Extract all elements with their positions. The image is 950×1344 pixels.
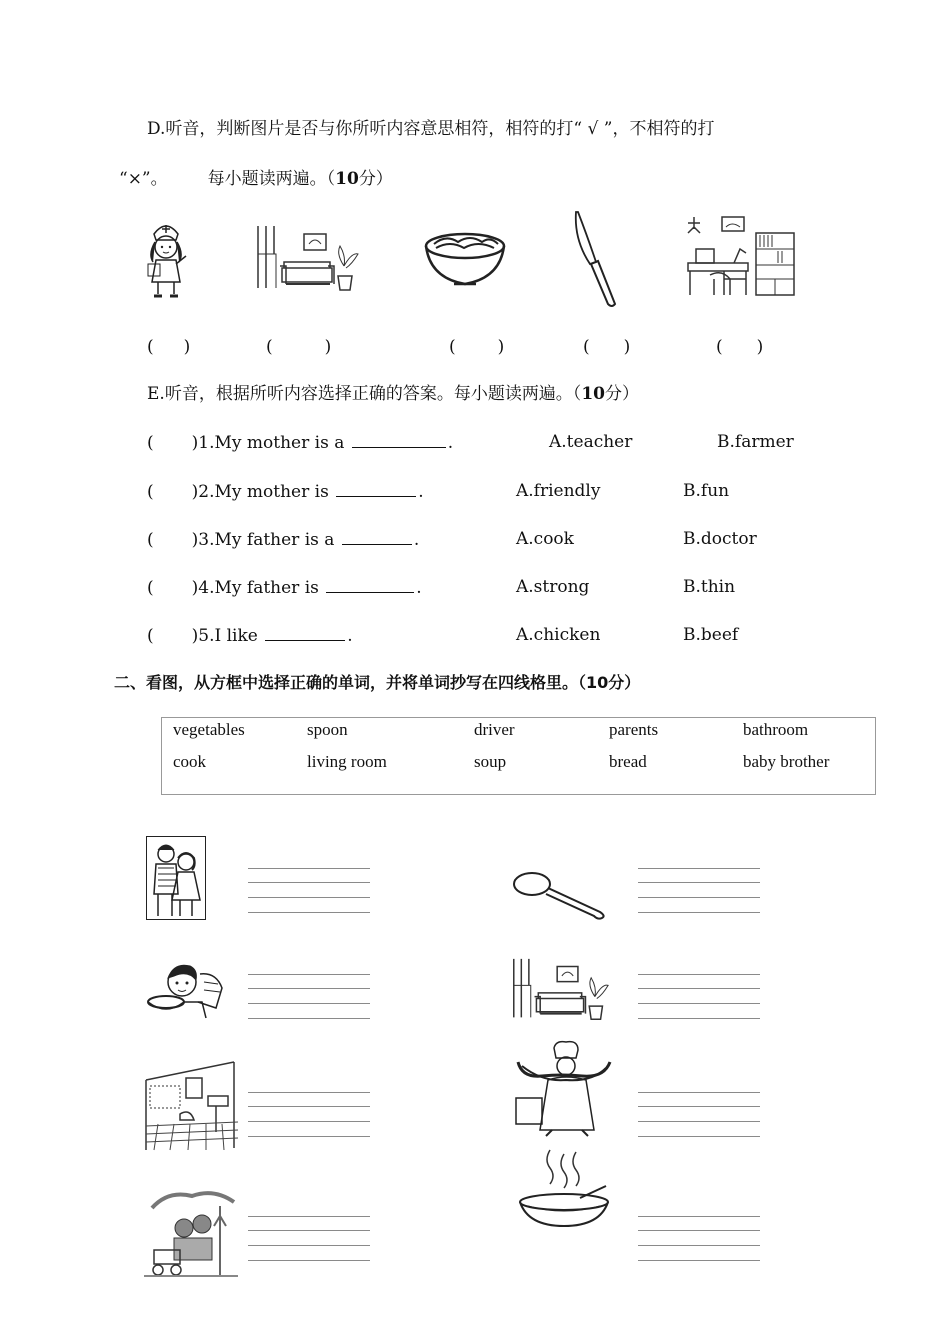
- word-driver: driver: [474, 720, 515, 739]
- question-1: [147, 431, 453, 454]
- paren-close: ): [756, 337, 764, 357]
- question-text: )3.My father is a: [191, 530, 335, 550]
- question-end: .: [347, 626, 353, 646]
- paren-open: (: [147, 626, 154, 646]
- answer-blank[interactable]: [342, 528, 412, 545]
- living-room-picture-2: [510, 958, 610, 1024]
- writing-lines-5[interactable]: [638, 868, 760, 912]
- question-2: [147, 480, 424, 503]
- section-e-points: 10: [581, 384, 605, 404]
- paren-open: (: [449, 337, 456, 357]
- option-a: A.teacher: [549, 432, 633, 452]
- answer-blank[interactable]: [326, 576, 414, 593]
- writing-lines-4[interactable]: [248, 1216, 370, 1260]
- section-e-heading: E.听音，根据所听内容选择正确的答案。每小题读两遍。（: [147, 384, 582, 404]
- writing-lines-6[interactable]: [638, 974, 760, 1018]
- answer-blank[interactable]: [336, 480, 416, 497]
- word-spoon: spoon: [307, 720, 348, 739]
- section-d-read-twice: 每小题读两遍。（: [207, 169, 336, 189]
- spoon-picture: [512, 868, 608, 920]
- paren-open: (: [716, 337, 723, 357]
- cook-picture: [512, 1040, 616, 1138]
- paren-close: ): [497, 337, 505, 357]
- option-b: B.beef: [683, 625, 739, 645]
- word-vegetables: vegetables: [173, 720, 245, 739]
- paren-open: (: [266, 337, 273, 357]
- paren-open: (: [147, 530, 154, 550]
- section-d-mark-hint: “×”。: [119, 169, 168, 189]
- paren-open: (: [147, 337, 154, 357]
- word-bathroom: bathroom: [743, 720, 809, 739]
- word-cook: cook: [173, 752, 207, 771]
- word-soup: soup: [474, 752, 507, 771]
- baby-brother-picture: [144, 1186, 238, 1282]
- answer-paren-1[interactable]: [147, 336, 190, 358]
- option-a: A.friendly: [516, 481, 601, 501]
- section-d-instruction-line2: [119, 168, 393, 190]
- option-a: A.strong: [516, 577, 590, 597]
- word-baby-brother: baby brother: [743, 752, 830, 771]
- writing-lines-3[interactable]: [248, 1092, 370, 1136]
- paren-open: (: [147, 433, 154, 453]
- section-d-line1: D.听音，判断图片是否与你所听内容意思相符，相符的打“ √ ”，不相符的打: [147, 119, 715, 139]
- question-text: )1.My mother is a: [191, 433, 345, 453]
- knife-picture: [570, 210, 620, 310]
- driver-picture: [144, 958, 238, 1020]
- section-d-points: 10: [335, 169, 359, 189]
- section-d-instruction: [147, 118, 714, 140]
- answer-blank[interactable]: [265, 624, 345, 641]
- answer-paren-3[interactable]: [449, 336, 504, 358]
- option-b: B.fun: [683, 481, 730, 501]
- section-2-points-unit: 分）: [608, 673, 641, 692]
- noodle-bowl-picture: [424, 232, 506, 288]
- soup-picture: [518, 1146, 610, 1228]
- answer-paren-4[interactable]: [583, 336, 630, 358]
- section-2-heading: 二、看图，从方框中选择正确的单词，并将单词抄写在四线格里。（: [114, 673, 587, 692]
- section-2-instruction: [114, 672, 640, 694]
- paren-close: ): [183, 337, 191, 357]
- section-e-instruction: [147, 383, 639, 405]
- section-d-points-unit: 分）: [358, 169, 393, 189]
- question-4: [147, 576, 422, 599]
- paren-close: ): [324, 337, 332, 357]
- writing-lines-7[interactable]: [638, 1092, 760, 1136]
- writing-lines-8[interactable]: [638, 1216, 760, 1260]
- answer-paren-2[interactable]: [266, 336, 331, 358]
- word-living-room: living room: [307, 752, 387, 771]
- answer-paren-5[interactable]: [716, 336, 763, 358]
- parents-picture: [146, 836, 206, 920]
- question-text: )5.I like: [191, 626, 258, 646]
- question-text: )2.My mother is: [191, 482, 329, 502]
- section-e-points-unit: 分）: [604, 384, 639, 404]
- word-parents: parents: [609, 720, 659, 739]
- nurse-picture: [140, 220, 192, 300]
- word-bank-box: [161, 717, 876, 795]
- question-5: [147, 624, 353, 647]
- paren-open: (: [583, 337, 590, 357]
- word-bread: bread: [609, 752, 647, 771]
- bathroom-picture: [146, 1062, 238, 1150]
- writing-lines-1[interactable]: [248, 868, 370, 912]
- option-b: B.doctor: [683, 529, 757, 549]
- question-end: .: [416, 578, 422, 598]
- paren-close: ): [623, 337, 631, 357]
- paren-open: (: [147, 578, 154, 598]
- question-end: .: [418, 482, 424, 502]
- option-a: A.cook: [516, 529, 574, 549]
- living-room-picture: [254, 226, 360, 294]
- study-room-picture: [684, 213, 796, 299]
- question-text: )4.My father is: [191, 578, 319, 598]
- question-end: .: [447, 433, 454, 453]
- section-2-points: 10: [586, 673, 609, 692]
- question-3: [147, 528, 419, 551]
- option-b: B.thin: [683, 577, 736, 597]
- answer-blank[interactable]: [352, 431, 446, 448]
- question-end: .: [413, 530, 420, 550]
- option-b: B.farmer: [717, 432, 794, 452]
- writing-lines-2[interactable]: [248, 974, 370, 1018]
- paren-open: (: [147, 482, 154, 502]
- option-a: A.chicken: [516, 625, 601, 645]
